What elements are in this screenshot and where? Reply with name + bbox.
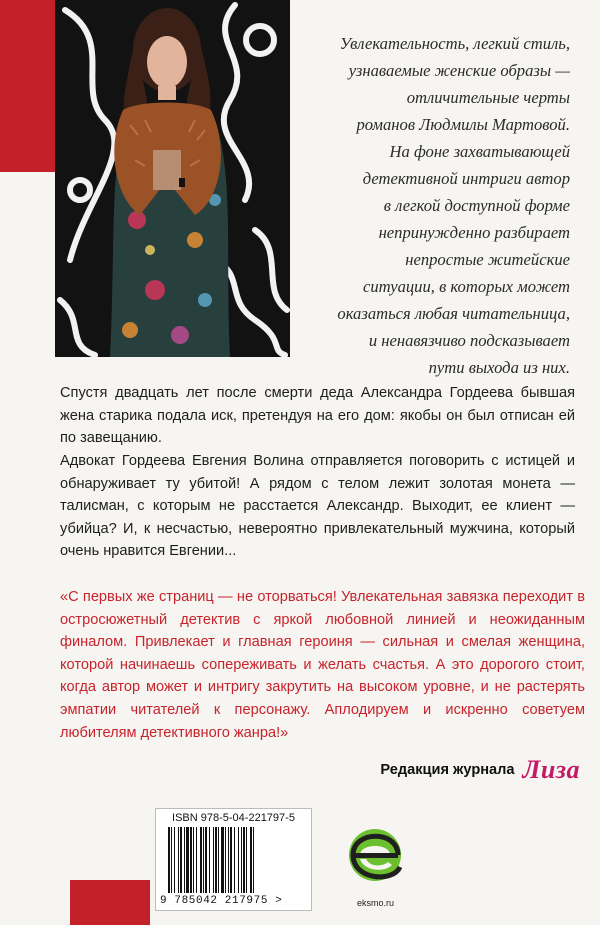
barcode-bar xyxy=(246,827,247,893)
blurb-line: узнаваемые женские образы — xyxy=(348,61,570,80)
barcode-bar xyxy=(250,827,252,893)
barcode-bar xyxy=(218,827,219,893)
blurb-line: романов Людмилы Мартовой. xyxy=(356,115,570,134)
barcode-bar xyxy=(253,827,254,893)
blurb-line: непринужденно разбирает xyxy=(378,223,570,242)
barcode-bar xyxy=(230,827,232,893)
blurb-line: пути выхода из них. xyxy=(428,358,570,377)
magazine-review-quote: «С первых же страниц — не оторваться! Увлекательная завязка переходит в остросюжетный детектив с яркой любовной линией и неожиданным финалом. Привлекает и главная героиня — сильная и смелая женщина, которой начинаешь сопереживать и желать счастья. А это дорогого стоит, когда автор может и интригу закрутить на высоком уровне, и не растерять эмпатии читателей к персонажу. Аплодируем и искренно советуем любителям детективного жанра!» xyxy=(60,589,585,741)
barcode-bar xyxy=(241,827,242,893)
barcode-bar xyxy=(213,827,214,893)
barcode-bar xyxy=(209,827,210,893)
barcode-bar xyxy=(168,827,170,893)
blurb-line: оказаться любая читательница, xyxy=(337,304,570,323)
barcode-bar xyxy=(178,827,179,893)
author-blurb xyxy=(300,30,570,381)
barcode-bar xyxy=(190,827,192,893)
barcode-bar xyxy=(225,827,226,893)
barcode-bar xyxy=(243,827,245,893)
barcode-bar xyxy=(203,827,204,893)
barcode-bar xyxy=(221,827,224,893)
isbn-text: ISBN 978-5-04-221797-5 xyxy=(172,812,295,824)
author-photo-illustration xyxy=(55,0,290,357)
publisher-site: eksmo.ru xyxy=(356,898,394,908)
barcode-bar xyxy=(180,827,182,893)
barcode-bar xyxy=(174,827,175,893)
blurb-line: детективной интриги автор xyxy=(362,169,570,188)
barcode-bar xyxy=(186,827,189,893)
barcode-bar xyxy=(205,827,207,893)
red-accent-block-bottom xyxy=(70,880,150,925)
barcode-bar xyxy=(234,827,235,893)
barcode-bar xyxy=(196,827,197,893)
barcode-bar xyxy=(171,827,172,893)
annotation-paragraph-1: Спустя двадцать лет после смерти деда Александра Гордеева бывшая жена старика подала иск, претендуя на его дом: якобы он был отписан ей по завещанию. xyxy=(60,385,575,447)
blurb-line: На фоне захватывающей xyxy=(389,142,570,161)
eksmo-logo-icon xyxy=(338,815,413,910)
blurb-line: и ненавязчиво подсказывает xyxy=(368,331,570,350)
blurb-line: отличительные черты xyxy=(406,88,570,107)
signature-text: Редакция журнала xyxy=(380,762,515,778)
blurb-line: непростые житейские xyxy=(405,250,570,269)
barcode-number: 9 785042 217975 > xyxy=(160,895,283,907)
barcode-bar xyxy=(228,827,229,893)
barcode-bar xyxy=(215,827,217,893)
blurb-line: ситуации, в которых может xyxy=(362,277,570,296)
barcode-box xyxy=(155,808,312,911)
barcode-bar xyxy=(184,827,185,893)
red-accent-block-top xyxy=(0,0,55,172)
barcode-bar xyxy=(193,827,194,893)
blurb-line: в легкой доступной форме xyxy=(383,196,570,215)
annotation-paragraph-2: Адвокат Гордеева Евгения Волина отправляется поговорить с истицей и обнаруживает ту убитой! А рядом с телом лежит золотая монета — талисман, с которым не расстается Александр. Выходит, ее клиент — убийца? И, к несчастью, невероятно привлекательный мужчина, который очень нравится Евгении... xyxy=(60,453,575,560)
magazine-logo: Лиза xyxy=(522,755,580,784)
blurb-line: Увлекательность, легкий стиль, xyxy=(339,34,570,53)
barcode-bar xyxy=(200,827,202,893)
review-signature xyxy=(300,755,580,785)
author-photo xyxy=(55,0,290,357)
barcode-bar xyxy=(238,827,239,893)
